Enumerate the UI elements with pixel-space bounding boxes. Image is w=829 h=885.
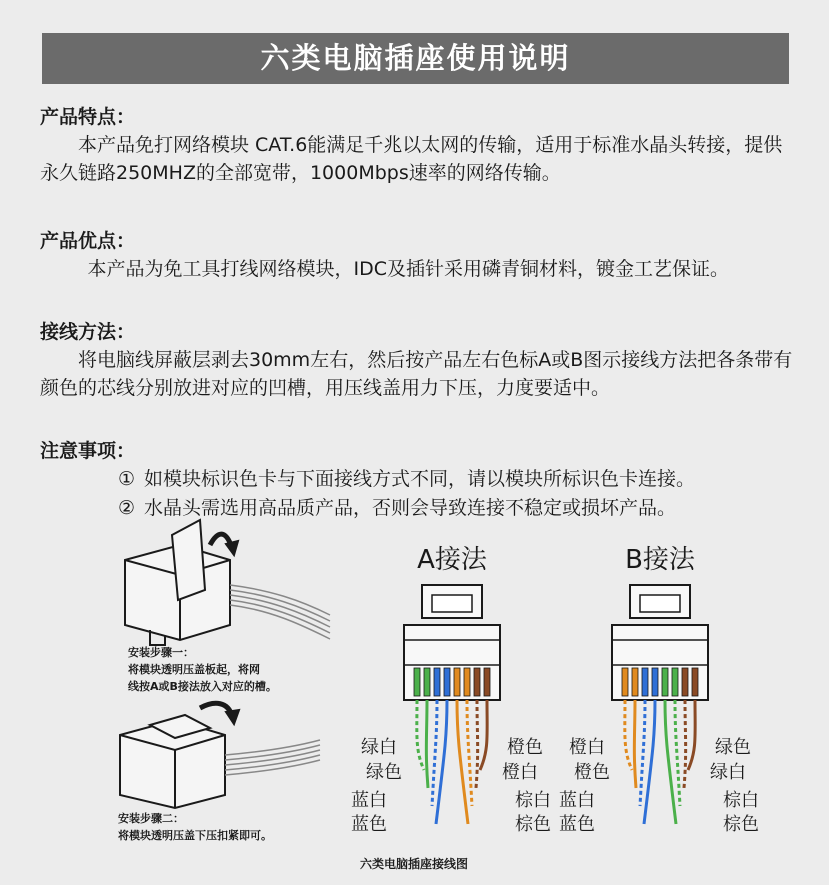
connector-b: [559, 585, 759, 835]
step-one-line: 线按A或B接法放入对应的槽。: [128, 680, 277, 693]
latch-window: [432, 595, 472, 612]
pin: [662, 668, 668, 696]
wire: [665, 700, 676, 824]
wire: [436, 700, 447, 824]
step-two-line: 将模块透明压盖下压扣紧即可。: [118, 829, 272, 842]
pin: [642, 668, 648, 696]
wire-label: 蓝色: [559, 814, 595, 835]
wire-label: 蓝白: [559, 790, 595, 811]
pin: [652, 668, 658, 696]
wiring-b-title: B接法: [625, 545, 695, 575]
connector-a: [351, 585, 551, 835]
wire: [688, 700, 695, 770]
pin: [434, 668, 440, 696]
wire-label: 橙白: [569, 737, 605, 758]
diagram-caption: 六类电脑插座接线图: [359, 857, 469, 871]
page-title: 六类电脑插座使用说明: [42, 33, 789, 84]
step-one-title: 安装步骤一：: [128, 646, 194, 659]
wire-label: 蓝色: [351, 814, 387, 835]
section-heading: 产品优点：: [40, 230, 136, 252]
wire: [476, 700, 478, 788]
pin: [444, 668, 450, 696]
wire: [480, 700, 487, 770]
wire-label: 蓝白: [351, 790, 387, 811]
wire: [467, 700, 472, 806]
step-one-line: 将模块透明压盖板起，将网: [128, 663, 260, 676]
pin: [622, 668, 628, 696]
note-number: ②: [118, 497, 136, 519]
note-text: 如模块标识色卡与下面接线方式不同，请以模块所标识色卡连接。: [144, 468, 696, 490]
wire: [644, 700, 655, 824]
wire-label: 绿色: [715, 737, 751, 758]
wire: [640, 700, 645, 806]
pin: [464, 668, 470, 696]
pin: [454, 668, 460, 696]
section-body: 本产品免打网络模块 CAT.6能满足千兆以太网的传输，适用于标准水晶头转接，提供永久链路250MHZ的全部宽带，1000Mbps速率的网络传输。: [40, 134, 783, 184]
pin: [692, 668, 698, 696]
wire-label: 绿白: [710, 762, 746, 783]
pin: [474, 668, 480, 696]
wire: [634, 700, 636, 788]
pin: [632, 668, 638, 696]
wire-label: 橙白: [502, 762, 538, 783]
wire-label: 橙色: [507, 737, 543, 758]
pin: [672, 668, 678, 696]
section-heading: 接线方法：: [40, 321, 136, 343]
step-one-illustration: [125, 520, 330, 645]
wire-label: 棕色: [515, 814, 551, 835]
latch-window: [640, 595, 680, 612]
wire: [675, 700, 680, 806]
note-number: ①: [118, 468, 136, 490]
wiring-a-title: A接法: [417, 545, 487, 575]
wire-label: 棕白: [723, 790, 759, 811]
pin: [682, 668, 688, 696]
section-body: 本产品为免工具打线网络模块，IDC及插针采用磷青铜材料，镀金工艺保证。: [87, 258, 730, 280]
section-body: 将电脑线屏蔽层剥去30mm左右，然后按产品左右色标A或B图示接线方法把各条带有颜色的芯线分别放进对应的凹槽，用压线盖用力下压，力度要适中。: [40, 349, 793, 399]
section-heading: 注意事项：: [40, 440, 136, 462]
wire: [417, 700, 424, 770]
pin: [414, 668, 420, 696]
wire: [432, 700, 437, 806]
pin: [424, 668, 430, 696]
pin: [484, 668, 490, 696]
wire: [625, 700, 632, 770]
wire-label: 棕白: [515, 790, 551, 811]
wire-label: 绿色: [366, 762, 402, 783]
wire: [684, 700, 686, 788]
wire-label: 棕色: [723, 814, 759, 835]
step-two-illustration: [120, 703, 320, 808]
note-text: 水晶头需选用高品质产品，否则会导致连接不稳定或损坏产品。: [144, 497, 677, 519]
section-heading: 产品特点：: [40, 106, 136, 128]
wire-label: 橙色: [574, 762, 610, 783]
wire-label: 绿白: [361, 737, 397, 758]
step-two-title: 安装步骤二：: [118, 812, 184, 825]
wire: [426, 700, 428, 788]
wire: [457, 700, 468, 824]
